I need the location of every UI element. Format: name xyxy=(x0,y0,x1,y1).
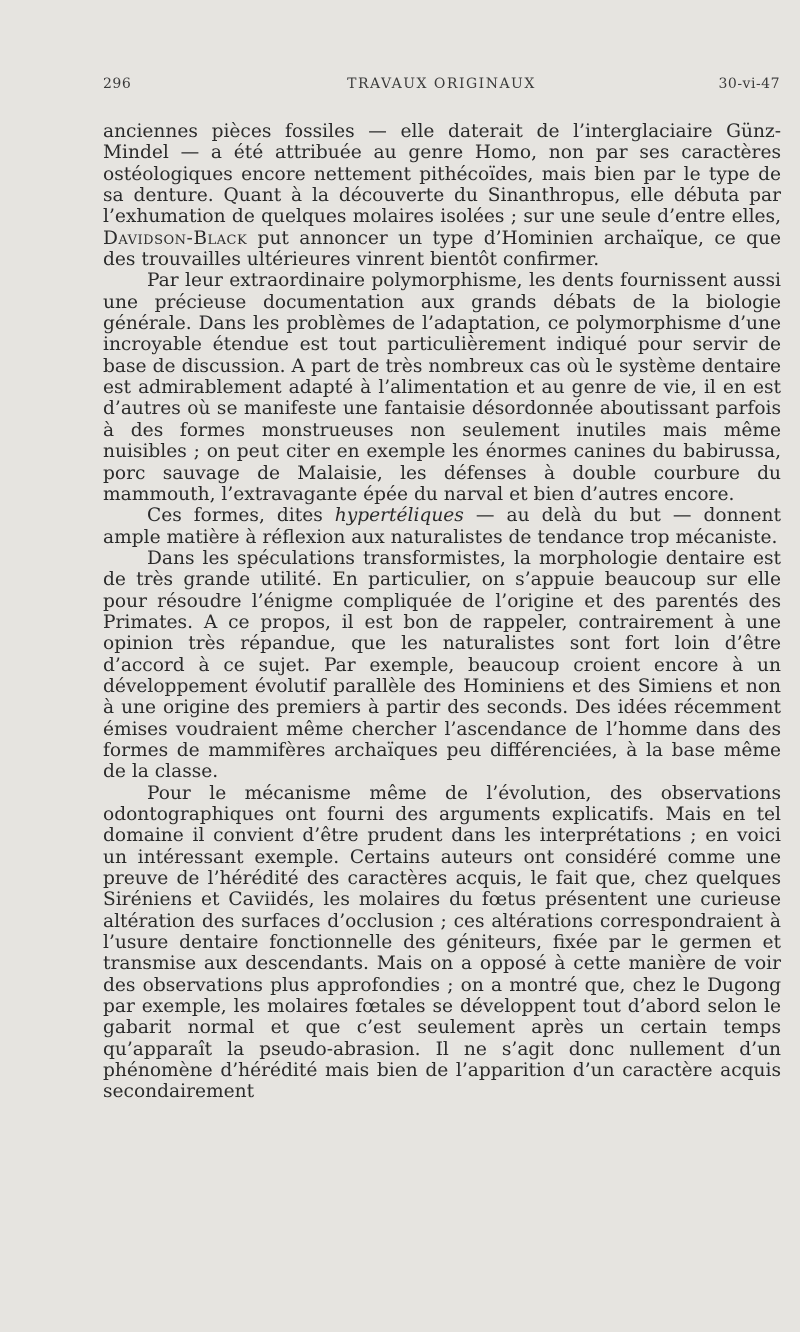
author-name: Davidson-Black xyxy=(103,227,248,249)
paragraph-1 xyxy=(103,121,781,270)
paragraph-3-text-b: — au delà du but — donnent ample matière à réflexion aux naturalistes de tendance trop mécaniste. xyxy=(103,505,781,548)
italic-term: hypertéliques xyxy=(334,505,464,527)
running-title: TRAVAUX ORIGINAUX xyxy=(347,76,536,92)
paragraph-3 xyxy=(103,505,781,548)
paragraph-5: Pour le mécanisme même de l’évolution, des observations odontographiques ont fourni des arguments explicatifs. Mais en tel domaine il convient d’être prudent dans les interprétations ; en voici un intéressant exemple. Certains auteurs ont considéré comme une preuve de l’hérédité des caractères acquis, le fait que, chez quelques Siréniens et Caviidés, les molaires du fœtus présentent une curieuse altération des surfaces d’occlusion ; ces altérations correspondraient à l’usure dentaire fonctionnelle des géniteurs, fixée par le germen et transmise aux descendants. Mais on a opposé à cette manière de voir des observations plus approfondies ; on a montré que, chez le Dugong par exemple, les molaires fœtales se développent tout d’abord selon le gabarit normal et que c’est seulement après un certain temps qu’apparaît la pseudo-abrasion. Il ne s’agit donc nullement d’un phénomène d’hérédité mais bien de l’apparition d’un caractère acquis secondairement xyxy=(103,782,781,1103)
paragraph-3-text-a: Ces formes, dites xyxy=(147,505,335,527)
paragraph-1-text-b: put annoncer un type d’Hominien archaïque, ce que des trouvailles ultérieures vinrent bientôt confirmer. xyxy=(103,227,781,271)
paragraph-1-text-a: anciennes pièces fossiles — elle daterait de l’interglaciaire Günz-Mindel — a été attribuée au genre Homo, non par ses caractères ostéologiques encore nettement pithécoïdes, mais bien par le type de sa denture. Quant à la découverte du Sinanthropus, elle débuta par l’exhumation de quelques molaires isolées ; sur une seule d’entre elles, xyxy=(103,121,781,228)
paragraph-4: Dans les spéculations transformistes, la morphologie dentaire est de très grande utilité. En particulier, on s’appuie beaucoup sur elle pour résoudre l’énigme compliquée de l’origine et des parentés des Primates. A ce propos, il est bon de rappeler, contrairement à une opinion très répandue, que les naturalistes sont fort loin d’être d’accord à ce sujet. Par exemple, beaucoup croient encore à un développement évolutif parallèle des Hominiens et des Simiens et non à une origine des premiers à partir des seconds. Des idées récemment émises voudraient même chercher l’ascendance de l’homme dans des formes de mammifères archaïques peu différenciées, à la base même de la classe. xyxy=(103,547,781,783)
running-head xyxy=(103,76,780,96)
body-text xyxy=(103,121,781,1103)
page-number: 296 xyxy=(103,76,132,92)
paragraph-2: Par leur extraordinaire polymorphisme, les dents fournissent aussi une précieuse documentation aux grands débats de la biologie générale. Dans les problèmes de l’adaptation, ce polymorphisme d’une incroyable étendue est tout particulièrement indiqué pour servir de base de discussion. A part de très nombreux cas où le système dentaire est admirablement adapté à l’alimentation et au genre de vie, il en est d’autres où se manifeste une fantaisie désordonnée aboutissant parfois à des formes monstrueuses non seulement inutiles mais même nuisibles ; on peut citer en exemple les énormes canines du babirussa, porc sauvage de Malaisie, les défenses à double courbure du mammouth, l’extravagante épée du narval et bien d’autres encore. xyxy=(103,270,781,505)
issue-date: 30-vi-47 xyxy=(718,76,780,92)
